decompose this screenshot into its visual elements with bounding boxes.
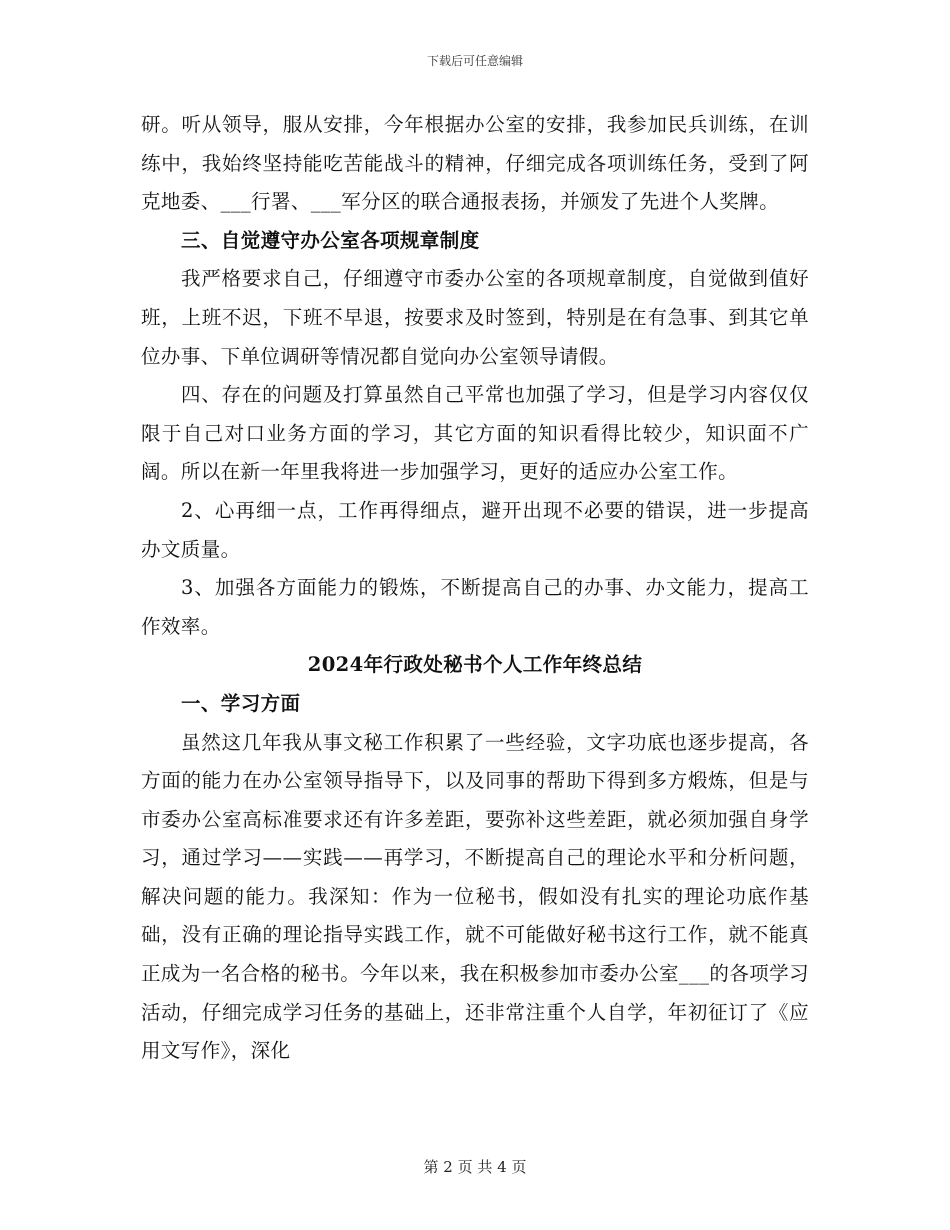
page-header: 下载后可任意编辑	[426, 54, 523, 68]
section-heading: 一、学习方面	[181, 691, 301, 715]
page-footer: 第 2 页 共 4 页	[423, 1158, 527, 1176]
paragraph: 虽然这几年我从事文秘工作积累了一些经验，文字功底也逐步提高，各方面的能力在办公室领导指导下，以及同事的帮助下得到多方煅炼，但是与市委办公室高标准要求还有许多差距，要弥补这些差距，就必须加强自身学习，通过学习——实践——再学习，不断提高自己的理论水平和分析问题，解决问题的能力。我深知：作为一位秘书，假如没有扎实的理论功底作基础，没有正确的理论指导实践工作，就不可能做好秘书这行工作，就不能真正成为一名合格的秘书。今年以来，我在积极参加市委办公室___的各项学习活动，仔细完成学习任务的基础上，还非常注重个人自学，年初征订了《应用文写作》，深化	[141, 730, 809, 1063]
document-body	[141, 106, 809, 1071]
paragraph: 3、加强各方面能力的锻炼，不断提高自己的办事、办文能力，提高工作效率。	[141, 576, 809, 638]
paragraph: 我严格要求自己，仔细遵守市委办公室的各项规章制度，自觉做到值好班，上班不迟，下班不早退，按要求及时签到，特别是在有急事、到其它单位办事、下单位调研等情况都自觉向办公室领导请假。	[141, 267, 809, 368]
paragraph: 2、心再细一点，工作再得细点，避开出现不必要的错误，进一步提高办文质量。	[141, 498, 809, 561]
paragraph: 四、存在的问题及打算虽然自己平常也加强了学习，但是学习内容仅仅限于自己对口业务方面的学习，其它方面的知识看得比较少，知识面不广阔。所以在新一年里我将进一步加强学习，更好的适应办公室工作。	[141, 383, 809, 484]
document-title: 2024年行政处秘书个人工作年终总结	[307, 653, 643, 677]
paragraph: 研。听从领导，服从安排，今年根据办公室的安排，我参加民兵训练，在训练中，我始终坚持能吃苦能战斗的精神，仔细完成各项训练任务，受到了阿克地委、___行署、___军分区的联合通报表扬，并颁发了先进个人奖牌。	[141, 113, 809, 214]
section-heading: 三、自觉遵守办公室各项规章制度	[181, 228, 480, 252]
